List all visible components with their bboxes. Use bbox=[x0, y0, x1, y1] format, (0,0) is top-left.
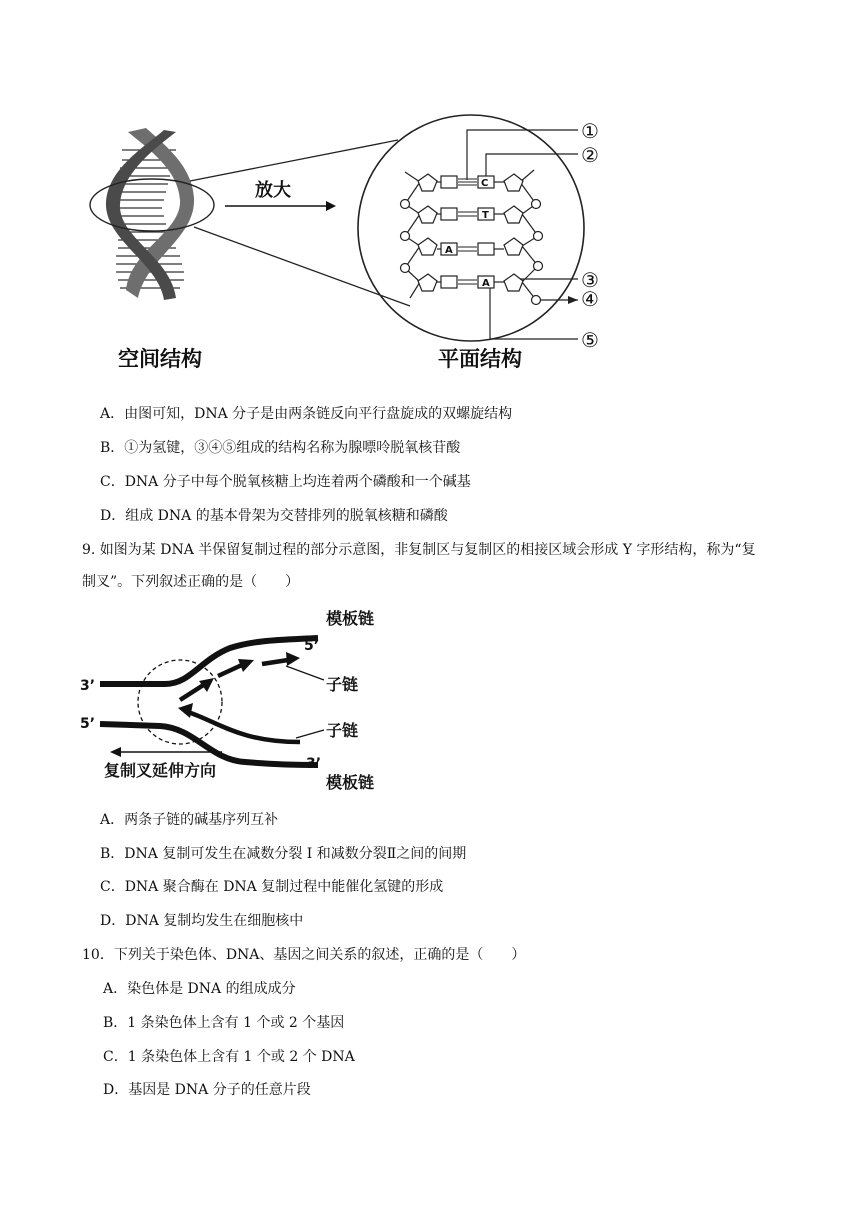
q10-option-c: C．1 条染色体上含有 1 个或 2 个 DNA bbox=[103, 1049, 355, 1065]
caption-spatial: 空间结构 bbox=[118, 347, 202, 371]
base-a-left: A bbox=[445, 245, 453, 256]
caption-planar: 平面结构 bbox=[438, 347, 522, 371]
label-3prime-left: 3’ bbox=[80, 678, 96, 694]
label-daughter-top: 子链 bbox=[326, 675, 359, 694]
label-5prime-left: 5’ bbox=[80, 716, 96, 732]
base-a-right: A bbox=[482, 278, 490, 289]
callout-4: ④ bbox=[581, 287, 599, 311]
callout-2: ② bbox=[581, 143, 599, 167]
zoom-arrow bbox=[225, 201, 336, 211]
label-3prime-bottom: 3’ bbox=[306, 756, 322, 772]
q9-stem-line2: 制叉”。下列叙述正确的是（ ） bbox=[82, 574, 300, 590]
q9-option-a: A．两条子链的碱基序列互补 bbox=[100, 812, 279, 828]
base-c: C bbox=[481, 178, 489, 189]
q9-stem-line1: 9. 如图为某 DNA 半保留复制过程的部分示意图，非复制区与复制区的相接区域会形成 Y 字形结构，称为“复 bbox=[82, 542, 756, 558]
dna-double-helix bbox=[106, 128, 194, 300]
q8-option-c: C．DNA 分子中每个脱氧核糖上均连着两个磷酸和一个碱基 bbox=[100, 474, 471, 490]
base-t: T bbox=[482, 210, 489, 221]
callout-3: ③ bbox=[581, 268, 599, 292]
replication-fork-figure bbox=[0, 600, 420, 800]
q9-option-b: B．DNA 复制可发生在减数分裂 I 和减数分裂Ⅱ之间的间期 bbox=[100, 846, 467, 862]
callout-1: ① bbox=[581, 119, 599, 143]
q10-option-a: A．染色体是 DNA 的组成成分 bbox=[103, 981, 296, 997]
callout-5: ⑤ bbox=[581, 328, 599, 352]
label-5prime-top: 5’ bbox=[304, 638, 320, 654]
q9-option-d: D．DNA 复制均发生在细胞核中 bbox=[100, 913, 304, 929]
q10-option-b: B．1 条染色体上含有 1 个或 2 个基因 bbox=[103, 1015, 345, 1031]
label-template-bottom: 模板链 bbox=[326, 773, 375, 792]
label-template-top: 模板链 bbox=[326, 609, 375, 628]
label-daughter-bottom: 子链 bbox=[326, 721, 359, 740]
q8-option-a: A．由图可知，DNA 分子是由两条链反向平行盘旋成的双螺旋结构 bbox=[100, 406, 513, 422]
q8-option-b: B．①为氢键，③④⑤组成的结构名称为腺嘌呤脱氧核苷酸 bbox=[100, 440, 461, 456]
zoom-label: 放大 bbox=[255, 180, 291, 201]
q9-option-c: C．DNA 聚合酶在 DNA 复制过程中能催化氢键的形成 bbox=[100, 879, 444, 895]
label-fork-direction: 复制叉延伸方向 bbox=[104, 761, 217, 780]
q10-option-d: D．基因是 DNA 分子的任意片段 bbox=[103, 1082, 311, 1098]
q8-option-d: D．组成 DNA 的基本骨架为交替排列的脱氧核糖和磷酸 bbox=[100, 508, 448, 524]
q10-stem: 10．下列关于染色体、DNA、基因之间关系的叙述，正确的是（ ） bbox=[82, 947, 526, 963]
dna-structure-figure bbox=[0, 0, 860, 400]
magnified-circle bbox=[358, 115, 584, 341]
